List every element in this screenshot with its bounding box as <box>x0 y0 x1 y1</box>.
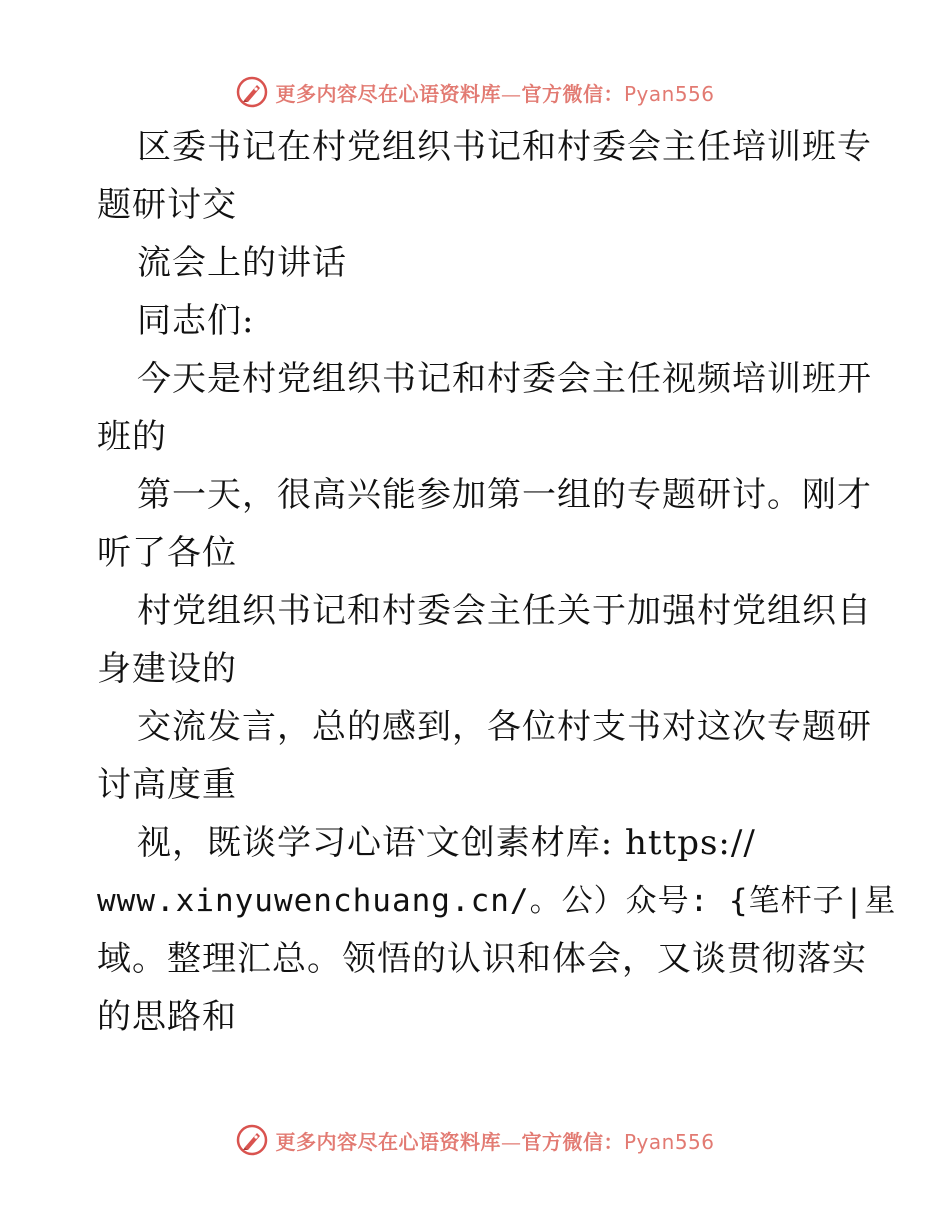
doc-line: 流会上的讲话 <box>137 243 347 283</box>
doc-line: 班的 <box>97 417 167 457</box>
watermark-separator: — <box>500 1129 522 1154</box>
watermark-brand: 更多内容尽在心语资料库 <box>275 81 501 106</box>
doc-line: 村党组织书记和村委会主任关于加强村党组织自 <box>137 591 872 631</box>
doc-line: www.xinyuwenchuang.cn/。公）众号: {笔杆子|星 <box>97 883 897 919</box>
watermark-header <box>0 72 950 112</box>
watermark-separator: — <box>500 81 522 106</box>
pen-nib-logo-icon <box>235 75 269 109</box>
doc-line: 第一天，很高兴能参加第一组的专题研讨。刚才 <box>137 475 872 515</box>
watermark-wechat-id: Pyan556 <box>623 1129 715 1154</box>
doc-line: 身建设的 <box>97 649 237 689</box>
watermark-wechat-id: Pyan556 <box>623 81 715 106</box>
pen-nib-logo-icon <box>235 1123 269 1157</box>
doc-line: 今天是村党组织书记和村委会主任视频培训班开 <box>137 359 872 399</box>
watermark-official-label: 官方微信： <box>521 1129 624 1154</box>
watermark-official-label: 官方微信： <box>521 81 624 106</box>
doc-line: 区委书记在村党组织书记和村委会主任培训班专 <box>137 127 872 167</box>
doc-line: 同志们: <box>137 301 255 341</box>
doc-line: 题研讨交 <box>97 185 237 225</box>
doc-line: 听了各位 <box>97 533 237 573</box>
doc-line: 域。整理汇总。领悟的认识和体会，又谈贯彻落实 <box>97 939 867 979</box>
document-body <box>97 118 897 1046</box>
doc-line: 的思路和 <box>97 997 237 1037</box>
watermark-footer <box>0 1120 950 1160</box>
watermark-brand: 更多内容尽在心语资料库 <box>275 1129 501 1154</box>
doc-line: 讨高度重 <box>97 765 237 805</box>
doc-line: 交流发言，总的感到，各位村支书对这次专题研 <box>137 707 872 747</box>
doc-line: 视，既谈学习心语‵文创素材库: https:// <box>137 823 756 863</box>
